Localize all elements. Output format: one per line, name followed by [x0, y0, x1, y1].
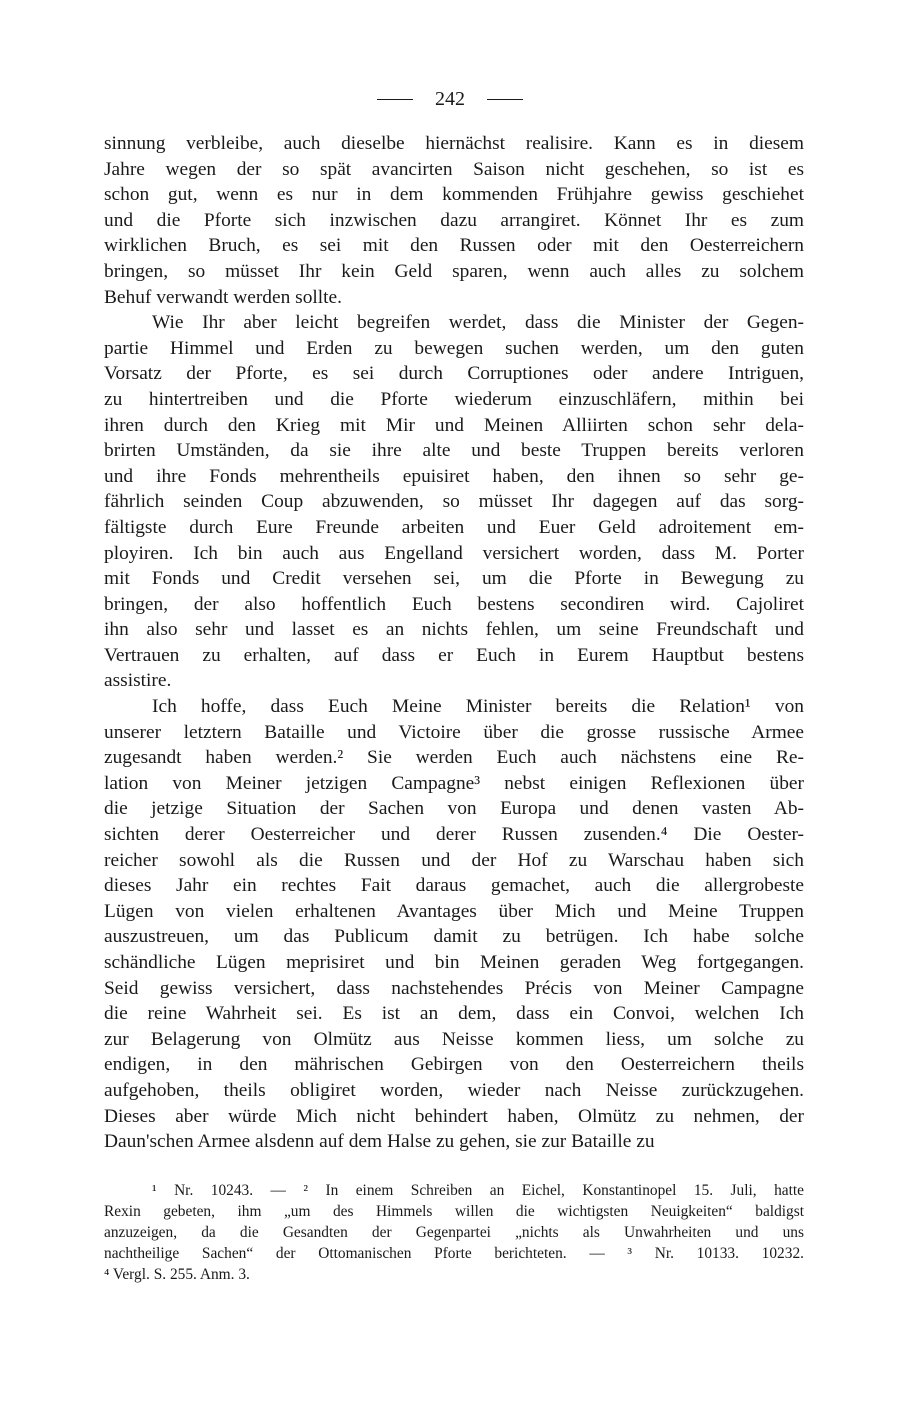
footnote-line: anzuzeigen, da die Gesandten der Gegenpartei „nichts als Unwahrheiten und uns [104, 1224, 804, 1241]
text-line: auszustreuen, um das Publicum damit zu betrügen. Ich habe solche [104, 926, 804, 948]
header-dash-right [487, 99, 523, 100]
text-line: mit Fonds und Credit versehen sei, um die Pforte in Bewegung zu [104, 568, 804, 590]
text-line: assistire. [104, 670, 172, 692]
text-line: Dieses aber würde Mich nicht behindert haben, Olmütz zu nehmen, der [104, 1105, 804, 1127]
text-line: bringen, so müsset Ihr kein Geld sparen, wenn auch alles zu solchem [104, 260, 804, 282]
text-line: reicher sowohl als die Russen und der Hof zu Warschau haben sich [104, 849, 804, 871]
header-dash-left [377, 99, 413, 100]
text-line: bringen, der also hoffentlich Euch bestens secondiren wird. Cajoliret [104, 593, 804, 615]
text-line: Vorsatz der Pforte, es sei durch Corruptiones oder andere Intriguen, [104, 363, 804, 385]
footnotes [104, 1180, 804, 1285]
text-line: Ich hoffe, dass Euch Meine Minister bereits die Relation¹ von [152, 696, 804, 718]
paragraph [104, 694, 804, 1155]
text-line: fältigste durch Eure Freunde arbeiten und Euer Geld adroitement em- [104, 516, 804, 538]
text-line: dieses Jahr ein rechtes Fait daraus gemachet, auch die allergrobeste [104, 875, 804, 897]
page-number: 242 [435, 88, 465, 110]
paragraph [104, 131, 804, 310]
text-line: und die Pforte sich inzwischen dazu arrangiret. Könnet Ihr es zum [104, 209, 804, 231]
text-line: zu hintertreiben und die Pforte wiederum einzuschläfern, mithin bei [104, 388, 804, 410]
text-line: schon gut, wenn es nur in dem kommenden Frühjahre gewiss geschiehet [104, 184, 804, 206]
footnote-line: Rexin gebeten, ihm „um des Himmels willen die wichtigsten Neuigkeiten“ baldigst [104, 1203, 804, 1220]
text-line: ihn also sehr und lasset es an nichts fehlen, um seine Freundschaft und [104, 619, 804, 641]
footnote-line: nachtheilige Sachen“ der Ottomanischen Pforte berichteten. — ³ Nr. 10133. 10232. [104, 1245, 804, 1262]
footnote-line: ⁴ Vergl. S. 255. Anm. 3. [104, 1266, 250, 1283]
text-line: endigen, in den mährischen Gebirgen von den Oesterreichern theils [104, 1054, 804, 1076]
text-line: aufgehoben, theils obligiret worden, wieder nach Neisse zurückzugehen. [104, 1079, 804, 1101]
page-header [0, 88, 900, 111]
text-line: und ihre Fonds mehrentheils epuisiret haben, den ihnen so sehr ge- [104, 465, 804, 487]
text-line: Jahre wegen der so spät avancirten Saison nicht geschehen, so ist es [104, 158, 804, 180]
text-line: partie Himmel und Erden zu bewegen suchen werden, um den guten [104, 337, 804, 359]
text-line: ihren durch den Krieg mit Mir und Meinen Alliirten schon sehr dela- [104, 414, 804, 436]
text-line: Lügen von vielen erhaltenen Avantages über Mich und Meine Truppen [104, 900, 804, 922]
text-line: zugesandt haben werden.² Sie werden Euch auch nächstens eine Re- [104, 747, 804, 769]
footnote-line: ¹ Nr. 10243. — ² In einem Schreiben an Eichel, Konstantinopel 15. Juli, hatte [152, 1182, 804, 1199]
text-line: wirklichen Bruch, es sei mit den Russen oder mit den Oesterreichern [104, 235, 804, 257]
text-line: brirten Umständen, da sie ihre alte und beste Truppen bereits verloren [104, 440, 804, 462]
text-line: die reine Wahrheit sei. Es ist an dem, dass ein Convoi, welchen Ich [104, 1003, 804, 1025]
text-line: Vertrauen zu erhalten, auf dass er Euch in Eurem Hauptbut bestens [104, 644, 804, 666]
text-line: schändliche Lügen meprisiret und bin Meinen geraden Weg fortgegangen. [104, 952, 804, 973]
paragraph [104, 310, 804, 694]
text-line: lation von Meiner jetzigen Campagne³ nebst einigen Reflexionen über [104, 772, 804, 794]
text-line: sinnung verbleibe, auch dieselbe hiernächst realisire. Kann es in diesem [104, 133, 804, 154]
body-text [104, 131, 804, 1155]
text-line: ployiren. Ich bin auch aus Engelland versichert worden, dass M. Porter [104, 542, 804, 564]
text-line: sichten derer Oesterreicher und derer Russen zusenden.⁴ Die Oester- [104, 824, 804, 846]
text-line: zur Belagerung von Olmütz aus Neisse kommen liess, um solche zu [104, 1028, 804, 1050]
text-line: Seid gewiss versichert, dass nachstehendes Précis von Meiner Campagne [104, 977, 804, 999]
text-line: Behuf verwandt werden sollte. [104, 286, 342, 308]
text-line: Daun'schen Armee alsdenn auf dem Halse zu gehen, sie zur Bataille zu [104, 1131, 655, 1153]
text-line: die jetzige Situation der Sachen von Europa und denen vasten Ab- [104, 798, 804, 820]
text-line: Wie Ihr aber leicht begreifen werdet, dass die Minister der Gegen- [152, 312, 804, 334]
text-line: unserer letztern Bataille und Victoire über die grosse russische Armee [104, 721, 804, 743]
text-line: fährlich seinden Coup abzuwenden, so müsset Ihr dagegen auf das sorg- [104, 491, 804, 513]
